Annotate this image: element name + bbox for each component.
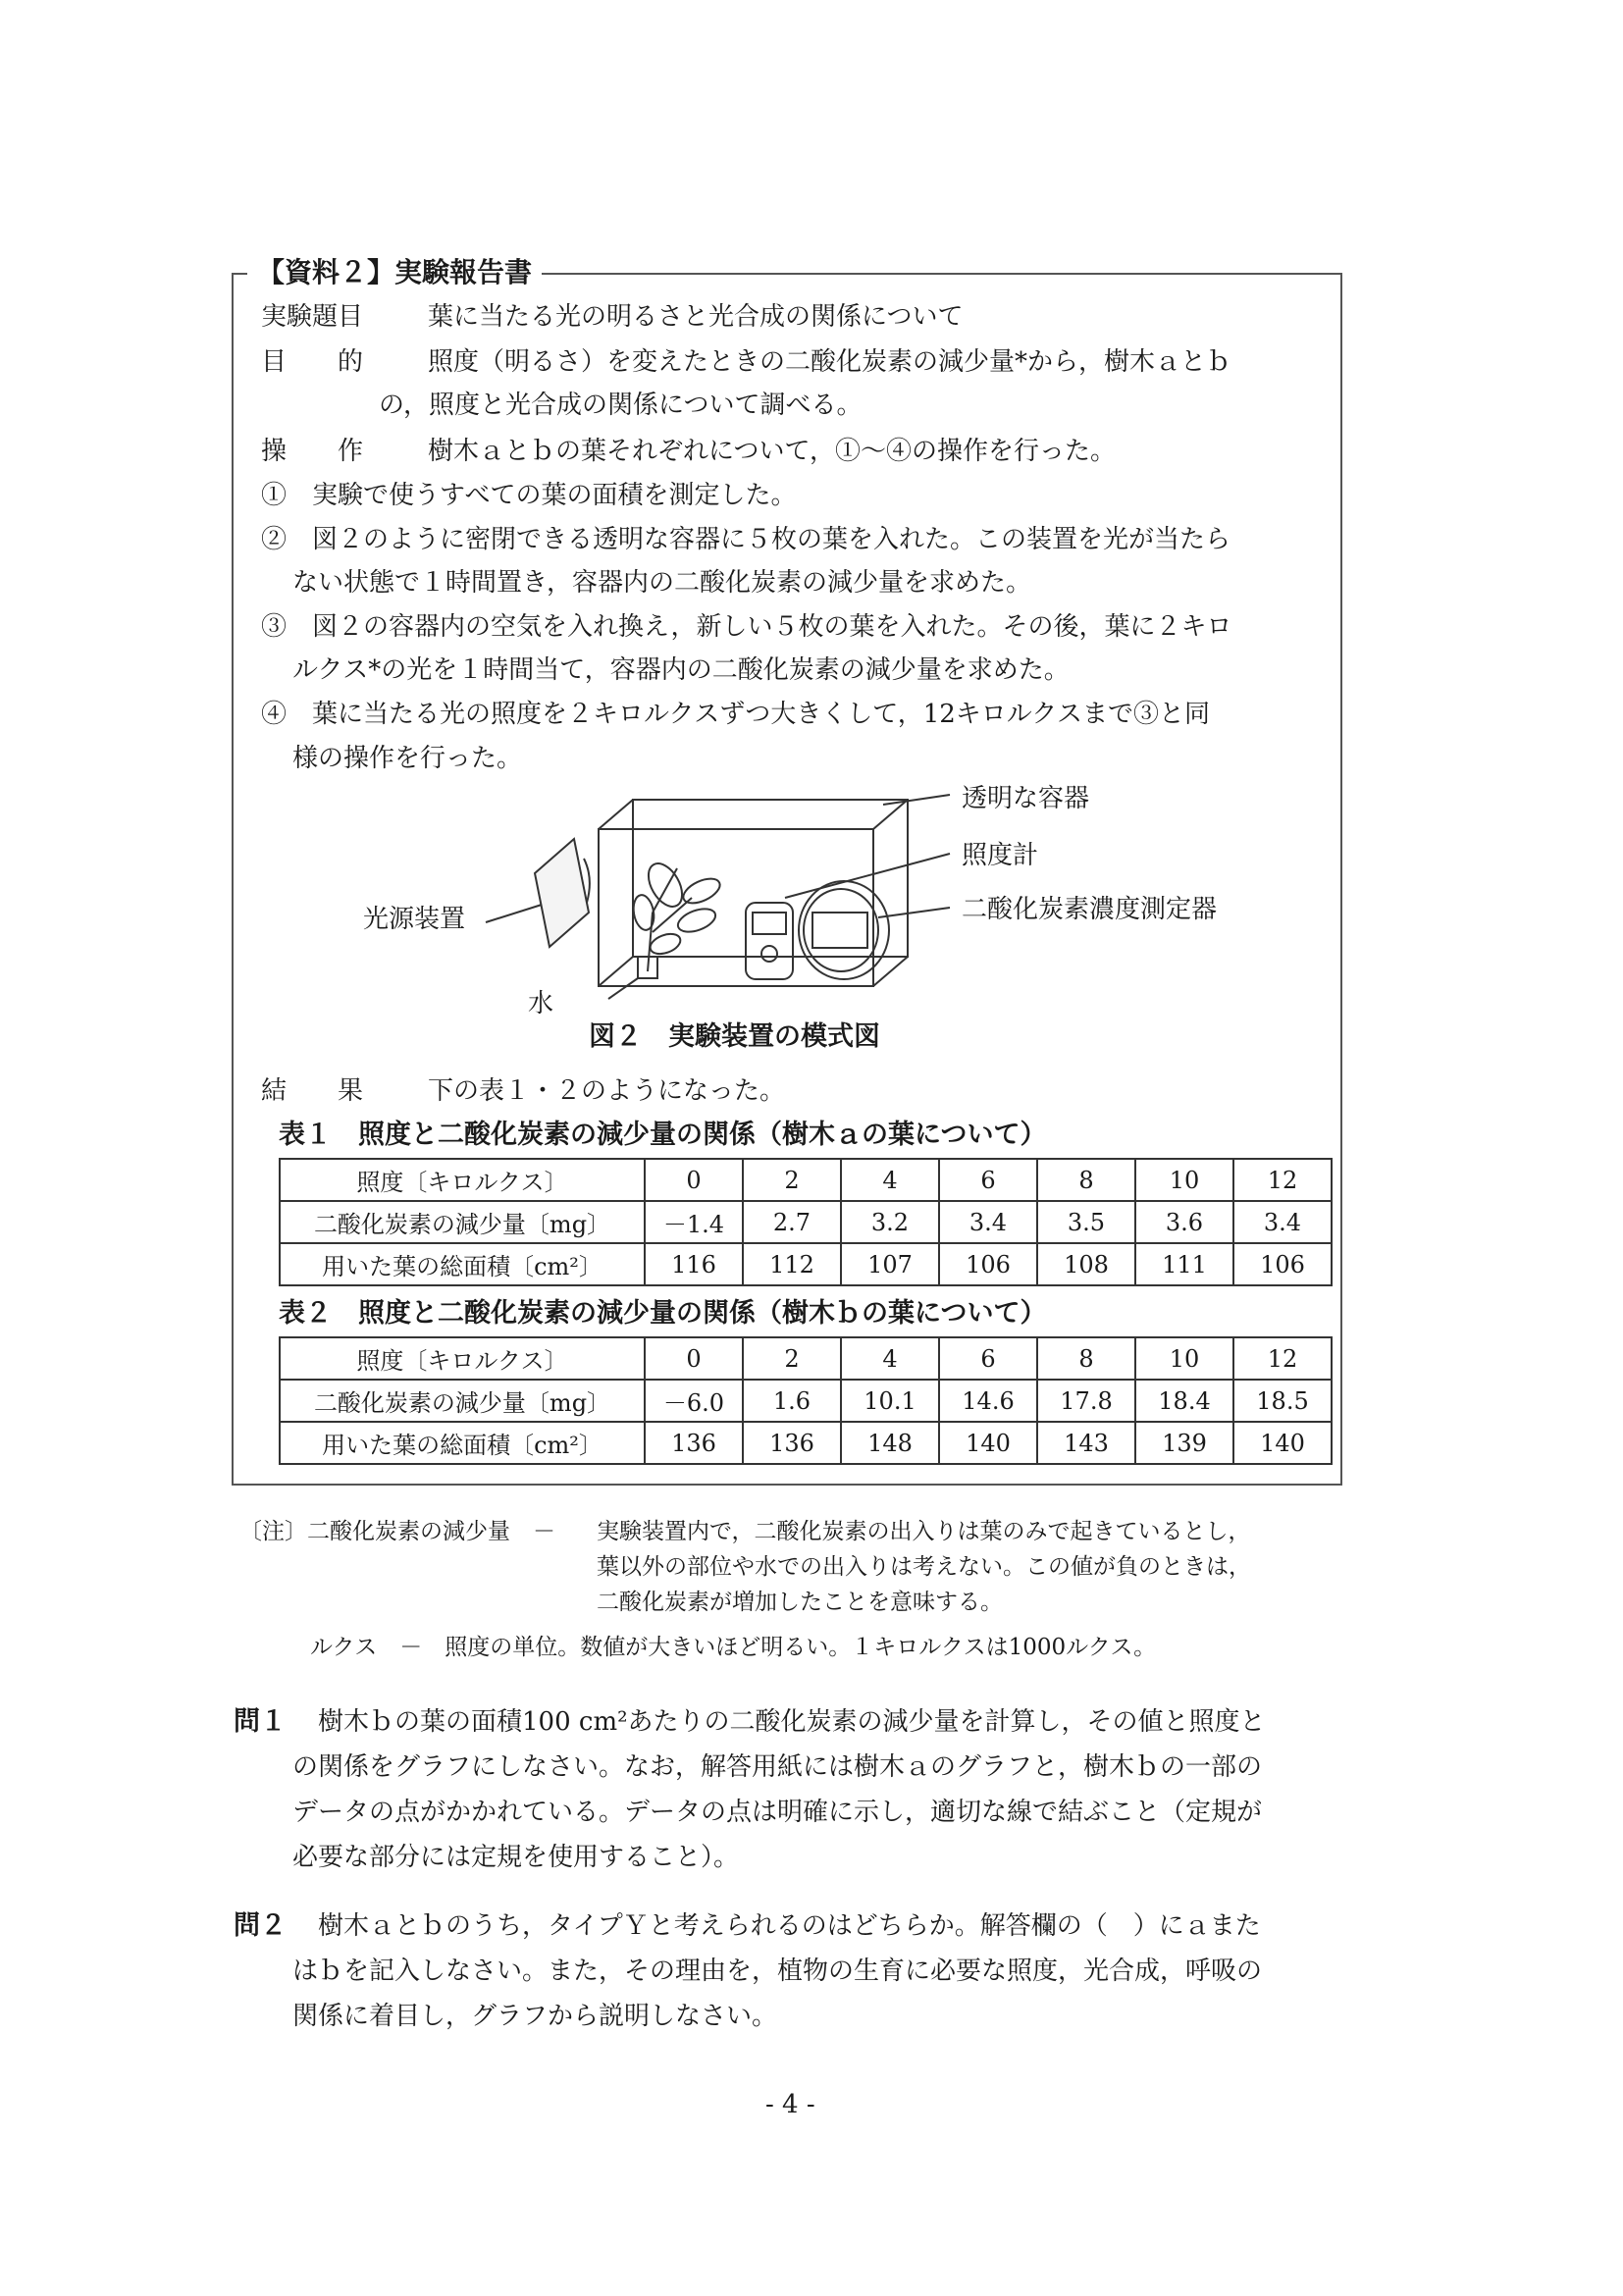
table-cell: 0 <box>645 1337 743 1380</box>
note1-line2: 葉以外の部位や水での出入りは考えない。この値が負のときは， <box>597 1554 1251 1580</box>
table-cell: 2 <box>743 1159 841 1201</box>
table-cell: 2.7 <box>743 1201 841 1243</box>
table-cell: 136 <box>743 1422 841 1464</box>
table-cell: 8 <box>1037 1159 1135 1201</box>
table1 <box>279 1158 1333 1286</box>
table-cell: 18.5 <box>1233 1380 1332 1422</box>
table-cell: 108 <box>1037 1243 1135 1285</box>
page-number: - 4 - <box>765 2090 815 2119</box>
table-cell: 6 <box>939 1159 1037 1201</box>
table-cell: 10 <box>1135 1159 1233 1201</box>
title-text: 葉に当たる光の明るさと光合成の関係について <box>428 302 964 332</box>
report-box-title: 【資料２】実験報告書 <box>257 256 533 288</box>
table-cell: 136 <box>645 1422 743 1464</box>
table-row <box>280 1422 1332 1464</box>
table-cell: 3.2 <box>841 1201 939 1243</box>
light-source <box>535 839 589 947</box>
purpose-line2: の，照度と光合成の関係について調べる。 <box>379 391 863 420</box>
table-row <box>280 1337 1332 1380</box>
step-4: ④ 葉に当たる光の照度を２キロルクスずつ大きくして，12キロルクスまで③と同 <box>261 700 1211 729</box>
purpose-label: 目 的 <box>261 347 364 377</box>
question2-number: 問２ <box>234 1910 287 1941</box>
note2: ルクス － 照度の単位。数値が大きいほど明るい。１キロルクスは1000ルクス。 <box>310 1635 1157 1660</box>
table-cell: 143 <box>1037 1422 1135 1464</box>
container-front <box>599 829 873 986</box>
table-cell: 3.4 <box>1233 1201 1332 1243</box>
question1-line3: データの点がかかれている。データの点は明確に示し，適切な線で結ぶこと（定規が <box>292 1798 1263 1827</box>
table-cell: 107 <box>841 1243 939 1285</box>
table2 <box>279 1336 1333 1465</box>
leaf <box>642 858 689 913</box>
table-row <box>280 1380 1332 1422</box>
note1-line3: 二酸化炭素が増加したことを意味する。 <box>597 1590 1003 1615</box>
table-cell: 111 <box>1135 1243 1233 1285</box>
table1-caption: 表１ 照度と二酸化炭素の減少量の関係（樹木ａの葉について） <box>279 1120 1047 1150</box>
question2-line3: 関係に着目し，グラフから説明しなさい。 <box>292 2002 778 2031</box>
table-cell: 18.4 <box>1135 1380 1233 1422</box>
figure-caption: 図２ 実験装置の模式図 <box>589 1021 880 1052</box>
label-water: 水 <box>528 989 554 1018</box>
title-label: 実験題目 <box>261 302 364 332</box>
table-cell: 139 <box>1135 1422 1233 1464</box>
table-cell: 112 <box>743 1243 841 1285</box>
table-cell: 10 <box>1135 1337 1233 1380</box>
step-3-cont: ルクス*の光を１時間当て，容器内の二酸化炭素の減少量を求めた。 <box>292 655 1070 685</box>
table-cell: 3.6 <box>1135 1201 1233 1243</box>
table-cell: 二酸化炭素の減少量〔mg〕 <box>280 1380 645 1422</box>
table-cell: 3.4 <box>939 1201 1037 1243</box>
table-cell: 106 <box>1233 1243 1332 1285</box>
step-3: ③ 図２の容器内の空気を入れ換え，新しい５枚の葉を入れた。その後，葉に２キロ <box>261 612 1232 642</box>
table-cell: 14.6 <box>939 1380 1037 1422</box>
operation-label: 操 作 <box>261 437 364 466</box>
leaf <box>648 930 683 958</box>
table-cell: －1.4 <box>645 1201 743 1243</box>
question1-line1: 樹木ｂの葉の面積100 cm²あたりの二酸化炭素の減少量を計算し，その値と照度と <box>318 1707 1266 1737</box>
table-cell: 0 <box>645 1159 743 1201</box>
table-cell: 12 <box>1233 1337 1332 1380</box>
step-2: ② 図２のように密閉できる透明な容器に５枚の葉を入れた。この装置を光が当たら <box>261 525 1231 554</box>
table-row <box>280 1159 1332 1201</box>
table-cell: 6 <box>939 1337 1037 1380</box>
table-cell: 用いた葉の総面積〔cm²〕 <box>280 1243 645 1285</box>
result-label: 結 果 <box>261 1076 364 1106</box>
table-cell: 2 <box>743 1337 841 1380</box>
table-cell: 照度〔キロルクス〕 <box>280 1337 645 1380</box>
table-row <box>280 1243 1332 1285</box>
table-cell: 12 <box>1233 1159 1332 1201</box>
result-text: 下の表１・２のようになった。 <box>428 1076 786 1106</box>
table-cell: 照度〔キロルクス〕 <box>280 1159 645 1201</box>
table-cell: 106 <box>939 1243 1037 1285</box>
table2-caption: 表２ 照度と二酸化炭素の減少量の関係（樹木ｂの葉について） <box>279 1298 1047 1329</box>
table-cell: 8 <box>1037 1337 1135 1380</box>
label-co2-meter: 二酸化炭素濃度測定器 <box>962 895 1218 924</box>
question2-line1: 樹木ａとｂのうち，タイプＹと考えられるのはどちらか。解答欄の（ ）にａまた <box>318 1911 1261 1941</box>
label-container: 透明な容器 <box>962 784 1090 813</box>
table-cell: 17.8 <box>1037 1380 1135 1422</box>
table-cell: 10.1 <box>841 1380 939 1422</box>
step-1: ① 実験で使うすべての葉の面積を測定した。 <box>261 481 797 510</box>
table-cell: 1.6 <box>743 1380 841 1422</box>
purpose-line1: 照度（明るさ）を変えたときの二酸化炭素の減少量*から，樹木ａとｂ <box>428 347 1232 377</box>
step-2-cont: ない状態で１時間置き，容器内の二酸化炭素の減少量を求めた。 <box>292 568 1031 598</box>
table-cell: 116 <box>645 1243 743 1285</box>
question1-number: 問１ <box>234 1706 287 1737</box>
table-cell: －6.0 <box>645 1380 743 1422</box>
question1-line4: 必要な部分には定規を使用すること）。 <box>292 1843 740 1872</box>
table-row <box>280 1201 1332 1243</box>
label-lux-meter: 照度計 <box>962 841 1039 870</box>
table-cell: 3.5 <box>1037 1201 1135 1243</box>
note1-line1: 実験装置内で，二酸化炭素の出入りは葉のみで起きているとし， <box>597 1519 1251 1544</box>
table-cell: 用いた葉の総面積〔cm²〕 <box>280 1422 645 1464</box>
question1-line2: の関係をグラフにしなさい。なお，解答用紙には樹木ａのグラフと，樹木ｂの一部の <box>292 1752 1263 1782</box>
operation-text: 樹木ａとｂの葉それぞれについて，①～④の操作を行った。 <box>428 437 1116 466</box>
table-cell: 148 <box>841 1422 939 1464</box>
table-cell: 二酸化炭素の減少量〔mg〕 <box>280 1201 645 1243</box>
label-light-source: 光源装置 <box>363 905 466 934</box>
note1-label: 〔注〕二酸化炭素の減少量 － <box>239 1519 555 1544</box>
table-cell: 4 <box>841 1159 939 1201</box>
table-cell: 140 <box>1233 1422 1332 1464</box>
report-box-title-wrap <box>247 255 542 290</box>
table-cell: 4 <box>841 1337 939 1380</box>
table-cell: 140 <box>939 1422 1037 1464</box>
step-4-cont: 様の操作を行った。 <box>292 744 523 773</box>
question2-line2: はｂを記入しなさい。また，その理由を，植物の生育に必要な照度，光合成，呼吸の <box>292 1957 1263 1986</box>
leaf <box>675 905 718 936</box>
